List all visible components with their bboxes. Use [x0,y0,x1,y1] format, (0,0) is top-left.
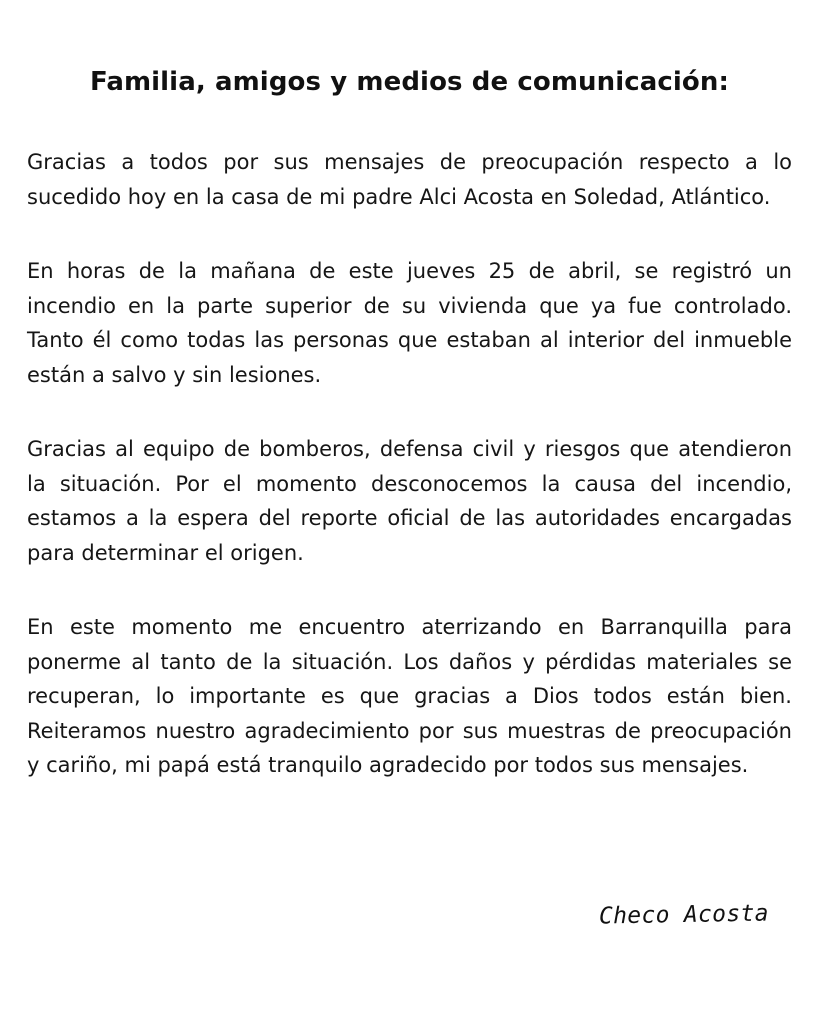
signature: Checo Acosta [599,900,770,930]
letter-body [27,145,792,783]
paragraph-fire-report: En horas de la mañana de este jueves 25 de abril, se registró un incendio en la parte superior de su vivienda que ya fue controlado. Tanto él como todas las personas que estaban al interior del inmueble están a salvo y sin lesiones. [27,259,792,387]
paragraph-thanks-responders: Gracias al equipo de bomberos, defensa civil y riesgos que atendieron la situación. Por el momento desconocemos la causa del incendio, estamos a la espera del reporte oficial de las autoridades encargadas para determinar el origen. [27,437,792,565]
paragraph-gratitude: Gracias a todos por sus mensajes de preocupación respecto a lo sucedido hoy en la casa de mi padre Alci Acosta en Soledad, Atlántico. [27,150,792,209]
letter-title: Familia, amigos y medios de comunicación: [89,67,730,97]
paragraph-current-status: En este momento me encuentro aterrizando en Barranquilla para ponerme al tanto de la situación. Los daños y pérdidas materiales se recuperan, lo importante es que gracias a Dios todos están bien. Reiteramos nuestro agradecimiento por sus muestras de preocupación y cariño, mi papá está tranquilo agradecido por todos sus mensajes. [27,615,792,777]
